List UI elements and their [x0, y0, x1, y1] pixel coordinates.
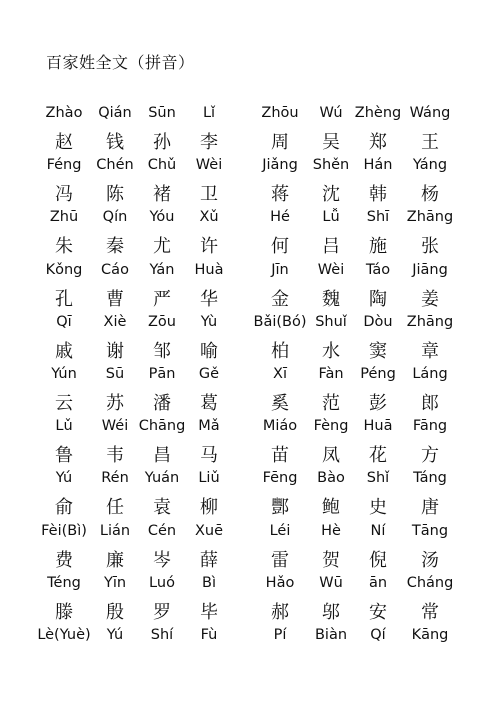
- hanzi-row: [0, 389, 500, 414]
- hanzi-cell: 李: [200, 132, 218, 153]
- hanzi-cell: 酆: [271, 497, 289, 519]
- hanzi-cell: 周: [271, 132, 289, 153]
- hanzi-cell: 范: [322, 392, 340, 414]
- hanzi-cell: 史: [369, 497, 387, 519]
- pinyin-cell: Ní: [370, 522, 386, 539]
- hanzi-cell: 毕: [200, 601, 218, 623]
- pinyin-row: [0, 575, 500, 595]
- pinyin-cell: Hǎo: [265, 574, 295, 591]
- pinyin-cell: Gě: [198, 365, 220, 382]
- pinyin-cell: Rén: [101, 470, 129, 487]
- hanzi-cell: 凤: [322, 445, 340, 467]
- pinyin-cell: Zhāng: [406, 313, 454, 330]
- hanzi-cell: 施: [369, 236, 387, 258]
- hanzi-cell: 何: [271, 236, 289, 258]
- pinyin-cell: Yú: [106, 626, 124, 643]
- hanzi-row: [0, 441, 500, 467]
- pinyin-cell: Péng: [360, 365, 396, 382]
- hanzi-cell: 云: [55, 392, 73, 414]
- pinyin-cell: Cáo: [101, 261, 129, 278]
- pinyin-cell: Hé: [270, 209, 290, 226]
- hanzi-cell: 任: [106, 497, 124, 519]
- pinyin-cell: Yún: [51, 365, 77, 382]
- pinyin-cell: Yóu: [149, 209, 175, 226]
- hanzi-cell: 葛: [200, 392, 218, 414]
- hanzi-cell: 吕: [322, 236, 340, 258]
- pinyin-cell: Yán: [149, 261, 175, 278]
- pinyin-row: [0, 366, 500, 386]
- hanzi-cell: 岑: [153, 549, 171, 571]
- hanzi-cell: 陈: [106, 184, 124, 206]
- pinyin-cell: Sū: [105, 365, 125, 382]
- hanzi-cell: 华: [200, 288, 218, 310]
- hanzi-cell: 费: [55, 549, 73, 571]
- pinyin-cell: Huā: [363, 418, 393, 435]
- pinyin-row: [0, 627, 500, 647]
- pinyin-cell: Lǔ: [55, 418, 73, 435]
- row-group: [0, 152, 500, 204]
- hanzi-cell: 彭: [369, 392, 387, 414]
- pinyin-cell: Tāng: [411, 522, 449, 539]
- pinyin-cell: Qí: [370, 626, 386, 643]
- hanzi-cell: 安: [369, 601, 387, 623]
- hanzi-cell: 谢: [106, 340, 124, 362]
- pinyin-cell: Hè: [321, 522, 341, 539]
- hanzi-cell: 褚: [153, 184, 171, 206]
- hanzi-cell: 雷: [271, 549, 289, 571]
- hanzi-cell: 孙: [153, 132, 171, 153]
- row-group: [0, 257, 500, 309]
- pinyin-cell: Pān: [148, 365, 176, 382]
- pinyin-cell: Táng: [413, 470, 447, 487]
- hanzi-cell: 尤: [153, 236, 171, 258]
- hanzi-cell: 昌: [153, 445, 171, 467]
- pinyin-cell: Bǎi(Bó): [253, 313, 307, 330]
- pinyin-cell: Chāng: [138, 418, 186, 435]
- hanzi-cell: 韦: [106, 445, 124, 467]
- pinyin-cell: Mǎ: [198, 418, 220, 435]
- pinyin-cell: Zhèng: [354, 105, 402, 121]
- hanzi-cell: 章: [421, 340, 439, 362]
- row-group: [0, 622, 500, 674]
- hanzi-cell: 方: [421, 445, 439, 467]
- hanzi-cell: 滕: [55, 601, 73, 623]
- pinyin-cell: Zhōu: [261, 105, 299, 121]
- pinyin-cell: Lián: [99, 522, 131, 539]
- pinyin-cell: Jīn: [271, 261, 289, 278]
- pinyin-cell: Huà: [194, 261, 224, 278]
- pinyin-cell: Fèng: [313, 418, 349, 435]
- pinyin-cell: Hán: [363, 157, 393, 174]
- surname-table: [0, 100, 500, 674]
- pinyin-cell: Yú: [55, 470, 73, 487]
- hanzi-cell: 薛: [200, 549, 218, 571]
- pinyin-row: [0, 418, 500, 438]
- hanzi-cell: 水: [322, 340, 340, 362]
- pinyin-cell: Yáng: [412, 157, 448, 174]
- pinyin-cell: Lǐ: [202, 105, 216, 121]
- pinyin-cell: Xiè: [103, 313, 127, 330]
- pinyin-cell: Shěn: [312, 157, 350, 174]
- row-group: [0, 570, 500, 622]
- hanzi-cell: 曹: [106, 288, 124, 310]
- pinyin-cell: Wū: [319, 574, 343, 591]
- pinyin-cell: Cén: [147, 522, 177, 539]
- row-group: [0, 413, 500, 465]
- pinyin-cell: Fù: [200, 626, 218, 643]
- hanzi-cell: 柳: [200, 497, 218, 519]
- hanzi-cell: 郝: [271, 601, 289, 623]
- pinyin-row: [0, 209, 500, 229]
- row-group: [0, 100, 500, 152]
- pinyin-cell: Sūn: [148, 105, 176, 121]
- hanzi-cell: 马: [200, 445, 218, 467]
- pinyin-cell: Xǔ: [199, 209, 219, 226]
- hanzi-cell: 倪: [369, 549, 387, 571]
- pinyin-cell: Yīn: [103, 574, 127, 591]
- hanzi-cell: 邹: [153, 340, 171, 362]
- pinyin-cell: Lǚ: [322, 209, 340, 226]
- pinyin-cell: Cháng: [406, 574, 454, 591]
- row-group: [0, 361, 500, 413]
- pinyin-cell: Yù: [200, 313, 218, 330]
- hanzi-cell: 王: [421, 132, 439, 153]
- hanzi-cell: 汤: [421, 549, 439, 571]
- hanzi-cell: 金: [271, 288, 289, 310]
- pinyin-cell: ān: [368, 574, 388, 591]
- pinyin-cell: Táo: [365, 261, 391, 278]
- hanzi-row: [0, 598, 500, 623]
- hanzi-cell: 喻: [200, 340, 218, 362]
- pinyin-cell: Wú: [319, 105, 343, 121]
- hanzi-cell: 韩: [369, 184, 387, 206]
- row-group: [0, 465, 500, 517]
- pinyin-cell: Wèi: [317, 261, 345, 278]
- hanzi-row: [0, 546, 500, 571]
- hanzi-cell: 殷: [106, 601, 124, 623]
- hanzi-cell: 戚: [55, 340, 73, 362]
- hanzi-cell: 苗: [271, 445, 289, 467]
- pinyin-cell: Jiāng: [412, 261, 448, 278]
- pinyin-cell: Qī: [56, 313, 72, 330]
- hanzi-cell: 蒋: [271, 184, 289, 206]
- pinyin-row: [0, 262, 500, 282]
- hanzi-cell: 潘: [153, 392, 171, 414]
- hanzi-cell: 奚: [271, 392, 289, 414]
- pinyin-cell: Chén: [96, 157, 134, 174]
- pinyin-cell: Biàn: [314, 626, 348, 643]
- pinyin-row: [0, 314, 500, 334]
- hanzi-cell: 杨: [421, 184, 439, 206]
- pinyin-cell: Fāng: [412, 418, 448, 435]
- pinyin-cell: Fèi(Bì): [41, 522, 87, 539]
- pinyin-cell: Shí: [150, 626, 174, 643]
- row-group: [0, 518, 500, 570]
- hanzi-cell: 吴: [322, 132, 340, 153]
- hanzi-cell: 柏: [271, 340, 289, 362]
- hanzi-cell: 秦: [106, 236, 124, 258]
- hanzi-row: [0, 180, 500, 206]
- hanzi-cell: 姜: [421, 288, 439, 310]
- hanzi-cell: 唐: [421, 497, 439, 519]
- hanzi-cell: 钱: [106, 132, 124, 153]
- page-title: 百家姓全文（拼音）: [46, 53, 195, 72]
- pinyin-cell: Zhū: [49, 209, 79, 226]
- row-group: [0, 309, 500, 361]
- hanzi-cell: 赵: [55, 132, 73, 153]
- pinyin-row: [0, 105, 500, 125]
- hanzi-cell: 沈: [322, 184, 340, 206]
- hanzi-cell: 朱: [55, 236, 73, 258]
- hanzi-row: [0, 493, 500, 519]
- hanzi-cell: 许: [200, 236, 218, 258]
- hanzi-cell: 郑: [369, 132, 387, 153]
- pinyin-cell: Wéi: [101, 418, 129, 435]
- hanzi-cell: 鲁: [55, 445, 73, 467]
- pinyin-cell: Chǔ: [147, 157, 177, 174]
- hanzi-cell: 窦: [369, 340, 387, 362]
- hanzi-row: [0, 285, 500, 310]
- pinyin-cell: Dòu: [363, 313, 393, 330]
- hanzi-cell: 苏: [106, 392, 124, 414]
- pinyin-cell: Wáng: [409, 105, 451, 121]
- hanzi-cell: 常: [421, 601, 439, 623]
- hanzi-cell: 郎: [421, 392, 439, 414]
- pinyin-cell: Zhào: [45, 105, 83, 121]
- pinyin-cell: Láng: [412, 365, 448, 382]
- pinyin-cell: Yuán: [144, 470, 180, 487]
- pinyin-cell: Xī: [273, 365, 287, 382]
- hanzi-cell: 邬: [322, 601, 340, 623]
- pinyin-cell: Shuǐ: [315, 313, 347, 330]
- pinyin-cell: Miáo: [262, 418, 298, 435]
- row-group: [0, 204, 500, 256]
- hanzi-cell: 花: [369, 445, 387, 467]
- pinyin-cell: Zhāng: [406, 209, 454, 226]
- pinyin-cell: Shī: [366, 209, 390, 226]
- pinyin-cell: Wèi: [195, 157, 223, 174]
- hanzi-cell: 贺: [322, 549, 340, 571]
- hanzi-cell: 冯: [55, 184, 73, 206]
- pinyin-cell: Shǐ: [366, 470, 390, 487]
- pinyin-cell: Pí: [273, 626, 287, 643]
- pinyin-row: [0, 157, 500, 177]
- hanzi-cell: 陶: [369, 288, 387, 310]
- pinyin-cell: Kǒng: [45, 261, 83, 278]
- hanzi-cell: 严: [153, 288, 171, 310]
- hanzi-row: [0, 128, 500, 153]
- pinyin-cell: Liǔ: [198, 470, 220, 487]
- pinyin-row: [0, 470, 500, 490]
- pinyin-cell: Léi: [269, 522, 291, 539]
- pinyin-cell: Jiǎng: [262, 157, 298, 174]
- hanzi-cell: 魏: [322, 288, 340, 310]
- hanzi-row: [0, 337, 500, 362]
- pinyin-row: [0, 523, 500, 543]
- pinyin-cell: Lè(Yuè): [37, 626, 91, 643]
- hanzi-cell: 袁: [153, 497, 171, 519]
- pinyin-cell: Bì: [202, 574, 216, 591]
- pinyin-cell: Fēng: [262, 470, 298, 487]
- pinyin-cell: Zōu: [148, 313, 176, 330]
- pinyin-cell: Xuē: [194, 522, 224, 539]
- hanzi-row: [0, 232, 500, 258]
- hanzi-cell: 孔: [55, 288, 73, 310]
- hanzi-cell: 廉: [106, 549, 124, 571]
- hanzi-cell: 张: [421, 236, 439, 258]
- pinyin-cell: Téng: [47, 574, 81, 591]
- pinyin-cell: Kāng: [411, 626, 449, 643]
- hanzi-cell: 罗: [153, 601, 171, 623]
- pinyin-cell: Fàn: [318, 365, 344, 382]
- pinyin-cell: Bào: [317, 470, 345, 487]
- pinyin-cell: Qín: [102, 209, 128, 226]
- pinyin-cell: Féng: [46, 157, 82, 174]
- hanzi-cell: 鲍: [322, 497, 340, 519]
- hanzi-cell: 卫: [200, 184, 218, 206]
- pinyin-cell: Qián: [98, 105, 132, 121]
- hanzi-cell: 俞: [55, 497, 73, 519]
- pinyin-cell: Luó: [149, 574, 175, 591]
